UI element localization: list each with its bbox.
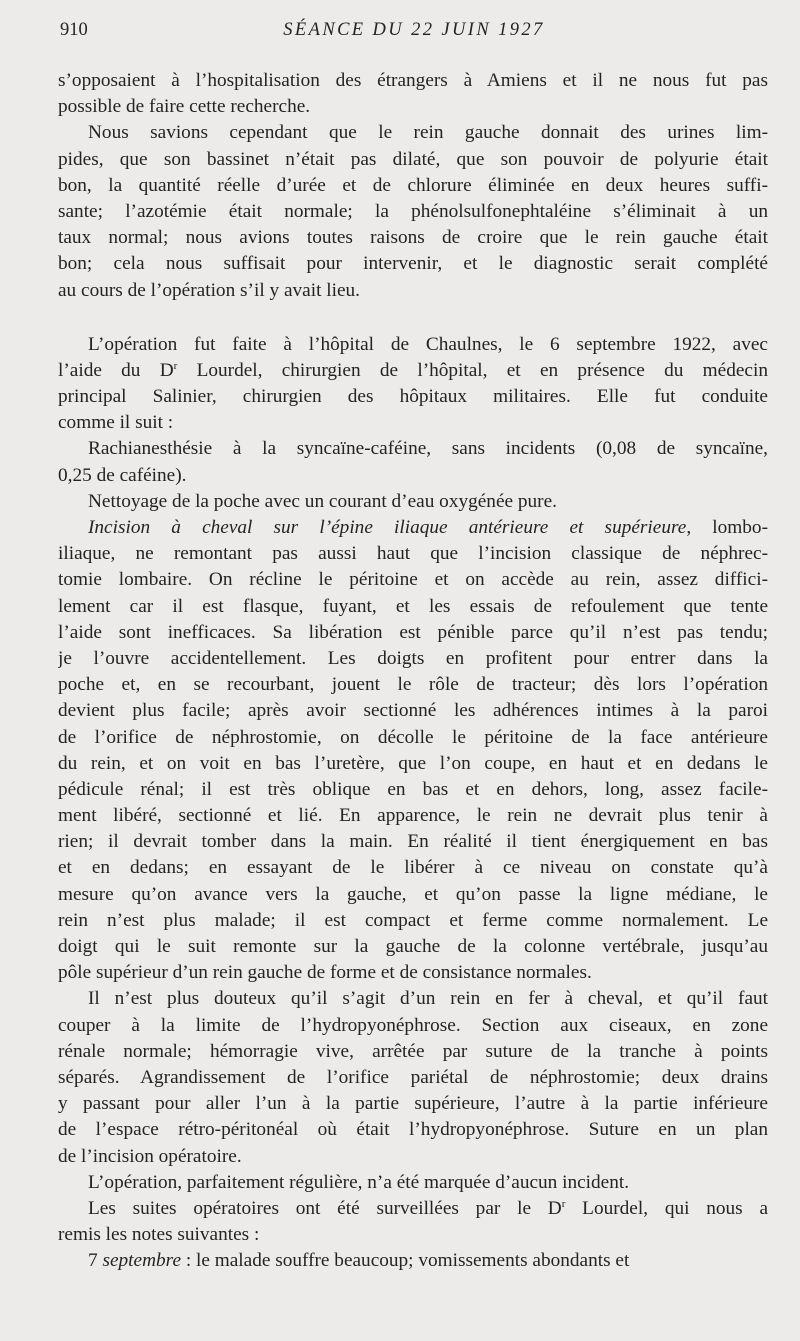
text-run: pôle supérieur d’un rein gauche de forme et de consistance normales. <box>58 962 592 984</box>
text-run: taux normal; nous avions toutes raisons de croire que le rein gauche était <box>58 227 768 249</box>
text-run: iliaque, ne remontant pas aussi haut que l’incision classique de néphrec- <box>58 543 768 565</box>
text-run: Lourdel, qui nous a <box>565 1197 768 1219</box>
text-run: couper à la limite de l’hydropyonéphrose. Section aux ciseaux, en zone <box>58 1014 768 1036</box>
text-line <box>58 1039 768 1065</box>
text-line <box>58 436 768 462</box>
text-line <box>58 384 768 410</box>
paragraph <box>58 120 768 303</box>
text-run: possible de faire cette recherche. <box>58 96 311 118</box>
paragraph <box>58 1170 768 1196</box>
running-title: SÉANCE DU 22 JUIN 1927 <box>283 20 545 40</box>
text-run: et en dedans; en essayant de le libérer à ce niveau on constate qu’à <box>58 857 768 879</box>
text-run: de l’espace rétro-péritonéal où était l’hydropyonéphrose. Suture en un plan <box>58 1119 768 1141</box>
text-line <box>58 410 768 436</box>
text-run: poche et, en se recourbant, jouent le rôle de tracteur; dès lors l’opération <box>58 674 768 696</box>
text-run: L’opération, parfaitement régulière, n’a été marquée d’aucun incident. <box>88 1171 630 1193</box>
text-line <box>58 1170 768 1196</box>
text-run: tomie lombaire. On récline le péritoine et on accède au rein, assez diffici- <box>58 569 768 591</box>
text-line <box>58 147 768 173</box>
text-run: lement car il est flasque, fuyant, et les essais de refoulement que tente <box>58 595 768 617</box>
text-line <box>58 986 768 1012</box>
text-line <box>58 1065 768 1091</box>
text-line <box>58 777 768 803</box>
text-line <box>58 829 768 855</box>
text-run: : le malade souffre beaucoup; vomissements abondants et <box>181 1250 630 1272</box>
paragraph <box>58 436 768 488</box>
text-line <box>58 120 768 146</box>
text-run: 7 <box>88 1250 103 1272</box>
text-line <box>58 94 768 120</box>
italic-text: septembre <box>102 1250 181 1272</box>
paragraph <box>58 332 768 437</box>
paragraph-gap <box>58 304 768 332</box>
text-line <box>58 725 768 751</box>
text-run: de l’orifice de néphrostomie, on décolle le péritoine de la face antérieure <box>58 726 768 748</box>
page-number: 910 <box>60 20 88 40</box>
text-line <box>58 698 768 724</box>
paragraph <box>58 68 768 120</box>
text-line <box>58 1248 768 1274</box>
text-line <box>58 199 768 225</box>
text-run: l’aide sont inefficaces. Sa libération est pénible parce qu’il n’est pas tendu; <box>58 621 768 643</box>
text-run: mesure qu’on avance vers la gauche, et qu’on passe la ligne médiane, le <box>58 883 768 905</box>
text-run: L’opération fut faite à l’hôpital de Chaulnes, le 6 septembre 1922, avec <box>88 333 768 355</box>
text-run: doigt qui le suit remonte sur la gauche de la colonne vertébrale, jusqu’au <box>58 936 768 957</box>
text-line <box>58 882 768 908</box>
text-run: 0,25 de caféine). <box>58 464 187 486</box>
text-line <box>58 908 768 934</box>
paragraph <box>58 515 768 986</box>
text-run: au cours de l’opération s’il y avait lieu. <box>58 279 360 301</box>
text-line <box>58 620 768 646</box>
text-run: pédicule rénal; il est très oblique en bas et en dehors, long, assez facile- <box>58 778 768 800</box>
text-line <box>58 594 768 620</box>
text-line <box>58 225 768 251</box>
superscript-text: r <box>173 359 178 372</box>
text-run: Il n’est plus douteux qu’il s’agit d’un rein en fer à cheval, et qu’il faut <box>88 988 768 1010</box>
paragraph <box>58 986 768 1169</box>
text-run: principal Salinier, chirurgien des hôpitaux militaires. Elle fut conduite <box>58 386 768 408</box>
text-run: devient plus facile; après avoir sectionné les adhérences intimes à la paroi <box>58 700 768 722</box>
text-run: Nous savions cependant que le rein gauche donnait des urines lim- <box>88 122 768 144</box>
text-line <box>58 803 768 829</box>
text-run: je l’ouvre accidentellement. Les doigts en profitent pour entrer dans la <box>58 647 768 669</box>
paragraph <box>58 1248 768 1274</box>
body-text <box>58 68 768 1274</box>
text-line <box>58 1222 768 1248</box>
text-line <box>58 278 768 304</box>
text-line <box>58 1013 768 1039</box>
text-line <box>58 672 768 698</box>
text-line <box>58 646 768 672</box>
text-run: Rachianesthésie à la syncaïne-caféine, sans incidents (0,08 de syncaïne, <box>88 438 768 460</box>
text-run: bon, la quantité réelle d’urée et de chlorure éliminée en deux heures suffi- <box>58 174 768 196</box>
text-run: rein n’est plus malade; il est compact et ferme comme normalement. Le <box>58 909 768 931</box>
text-run: s’opposaient à l’hospitalisation des étrangers à Amiens et il ne nous fut pas <box>58 70 768 91</box>
superscript-text: r <box>561 1197 566 1210</box>
text-run: y passant pour aller l’un à la partie supérieure, l’autre à la partie inférieure <box>58 1093 768 1115</box>
text-line <box>58 960 768 986</box>
text-line <box>58 567 768 593</box>
text-run: bon; cela nous suffisait pour intervenir, et le diagnostic serait complété <box>58 253 768 275</box>
text-run: comme il suit : <box>58 412 174 434</box>
text-line <box>58 332 768 358</box>
text-run: Lourdel, chirurgien de l’hôpital, et en présence du médecin <box>177 359 768 381</box>
text-line <box>58 934 768 960</box>
text-run: l’aide du D <box>58 359 174 381</box>
text-run: ment libéré, sectionné et lié. En apparence, le rein ne devrait plus tenir à <box>58 805 768 827</box>
text-line <box>58 1196 768 1222</box>
text-line <box>58 1091 768 1117</box>
italic-text: Incision à cheval sur l’épine iliaque antérieure et supérieure <box>88 517 687 538</box>
text-run: rénale normale; hémorragie vive, arrêtée par suture de la tranche à points <box>58 1040 768 1062</box>
text-run: remis les notes suivantes : <box>58 1224 260 1246</box>
text-run: rien; il devrait tomber dans la main. En réalité il tient énergiquement en bas <box>58 831 768 853</box>
text-line <box>58 251 768 277</box>
text-line <box>58 463 768 489</box>
text-run: Les suites opératoires ont été surveillées par le D <box>88 1197 562 1219</box>
text-run: pides, que son bassinet n’était pas dilaté, que son pouvoir de polyurie était <box>58 148 768 170</box>
text-line <box>58 541 768 567</box>
text-line <box>58 489 768 515</box>
text-line <box>58 1144 768 1170</box>
page-header <box>60 20 768 46</box>
text-run: , lombo- <box>686 517 768 538</box>
paragraph <box>58 1196 768 1248</box>
text-line <box>58 855 768 881</box>
text-line <box>58 68 768 94</box>
text-run: Nettoyage de la poche avec un courant d’eau oxygénée pure. <box>88 490 557 512</box>
text-line <box>58 358 768 384</box>
paragraph <box>58 489 768 515</box>
text-run: séparés. Agrandissement de l’orifice pariétal de néphrostomie; deux drains <box>58 1066 768 1088</box>
text-line <box>58 1117 768 1143</box>
text-run: de l’incision opératoire. <box>58 1145 242 1167</box>
text-run: sante; l’azotémie était normale; la phénolsulfonephtaléine s’éliminait à un <box>58 200 768 222</box>
text-line <box>58 173 768 199</box>
text-run: du rein, et on voit en bas l’uretère, que l’on coupe, en haut et en dedans le <box>58 752 768 774</box>
text-line <box>58 751 768 777</box>
text-line <box>58 515 768 541</box>
